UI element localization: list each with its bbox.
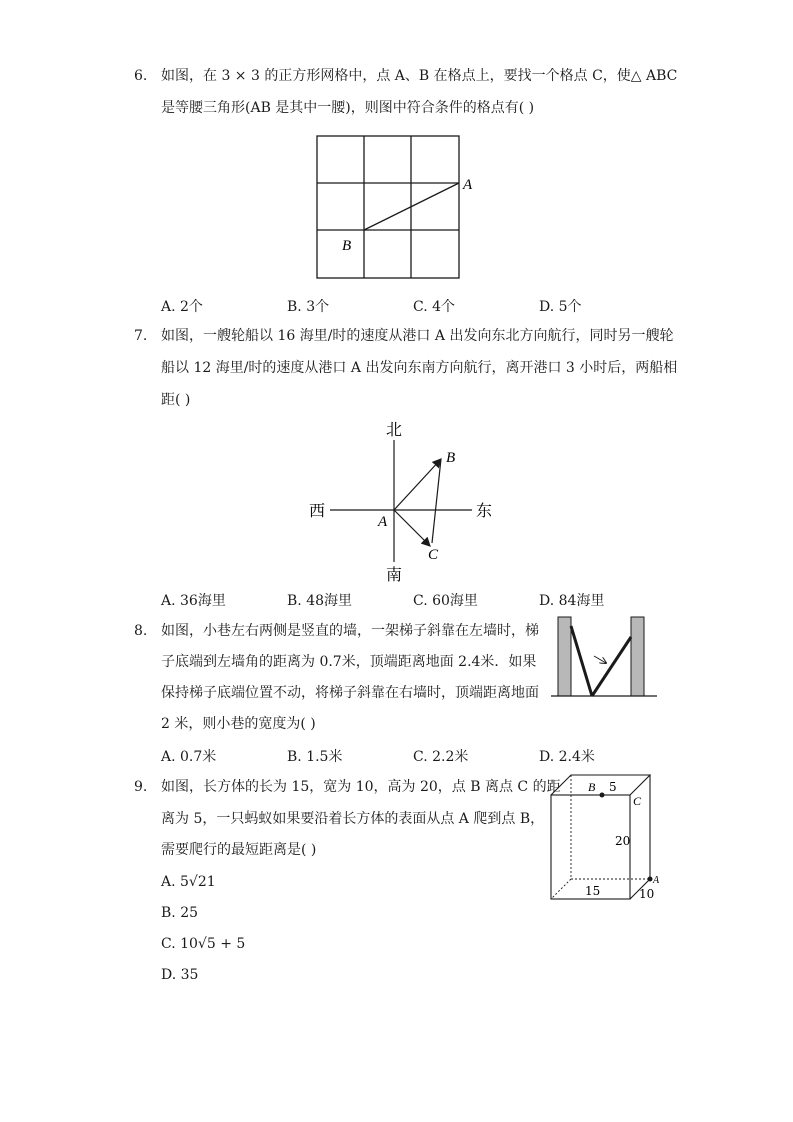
point-a-dot [648,877,653,882]
option-d[interactable]: D. 84海里 [539,593,605,609]
label-b: B [588,780,596,794]
question-number: 8. [134,623,148,639]
label-c: C [428,547,439,563]
label-west: 西 [309,501,326,520]
label-ten: 10 [639,887,655,901]
option-c[interactable]: C. 2.2米 [413,749,469,765]
label-c: C [633,794,642,808]
point-b-dot [600,793,605,798]
label-a: A [463,177,473,193]
option-b[interactable]: B. 3个 [287,299,330,315]
hidden-edge [551,879,571,899]
question-text-line: 如图，长方体的长为 15，宽为 10，高为 20，点 B 离点 C 的距 [161,779,561,795]
question-text-line: 离为 5，一只蚂蚁如果要沿着长方体的表面从点 A 爬到点 B， [161,811,545,827]
label-five: 5 [609,780,617,794]
label-north: 北 [386,420,403,439]
top-face [551,775,650,795]
question-text-line: 距( ) [161,392,191,408]
question-text-line: 船以 12 海里/时的速度从港口 A 出发向东南方向航行，离开港口 3 小时后，两船相 [161,360,678,376]
option-d[interactable]: D. 5个 [539,299,582,315]
option-b[interactable]: B. 48海里 [287,593,353,609]
option-c[interactable]: C. 60海里 [413,593,478,609]
label-b: B [446,450,456,466]
question-text-line: 如图，小巷左右两侧是竖直的墙，一架梯子斜靠在左墙时，梯 [161,623,539,639]
question-text-line: 2 米，则小巷的宽度为( ) [161,716,316,732]
option-a[interactable]: A. 36海里 [161,593,226,609]
question-text-line: 保持梯子底端位置不动，将梯子斜靠在右墙时，顶端距离地面 [161,685,539,701]
option-b[interactable]: B. 1.5米 [287,749,343,765]
option-c[interactable]: C. 10√5 + 5 [161,936,246,952]
question-number: 6. [134,68,148,84]
option-d[interactable]: D. 2.4米 [539,749,595,765]
question-number: 7. [134,328,148,344]
option-c[interactable]: C. 4个 [413,299,456,315]
label-twenty: 20 [615,834,631,848]
label-south: 南 [386,565,403,584]
question-text-line: 如图，在 3 × 3 的正方形网格中，点 A、B 在格点上，要找一个格点 C，使△ ABC [161,68,678,84]
question-number: 9. [134,779,148,795]
option-a[interactable]: A. 2个 [161,299,203,315]
option-a[interactable]: A. 0.7米 [161,749,217,765]
question-text-line: 需要爬行的最短距离是( ) [161,842,317,858]
option-d[interactable]: D. 35 [161,967,199,983]
option-b[interactable]: B. 25 [161,905,199,921]
label-east: 东 [476,501,493,520]
option-a[interactable]: A. 5√21 [161,874,216,890]
label-a: A [378,514,388,530]
question-text-line: 如图，一艘轮船以 16 海里/时的速度从港口 A 出发向东北方向航行，同时另一艘轮 [161,328,674,344]
question-text-line: 子底端到左墙角的距离为 0.7米，顶端距离地面 2.4米．如果 [161,654,537,670]
label-b: B [342,238,352,254]
question-text-line: 是等腰三角形(AB 是其中一腰)，则图中符合条件的格点有( ) [161,100,535,116]
label-a: A [653,875,660,886]
label-fifteen: 15 [585,884,601,898]
